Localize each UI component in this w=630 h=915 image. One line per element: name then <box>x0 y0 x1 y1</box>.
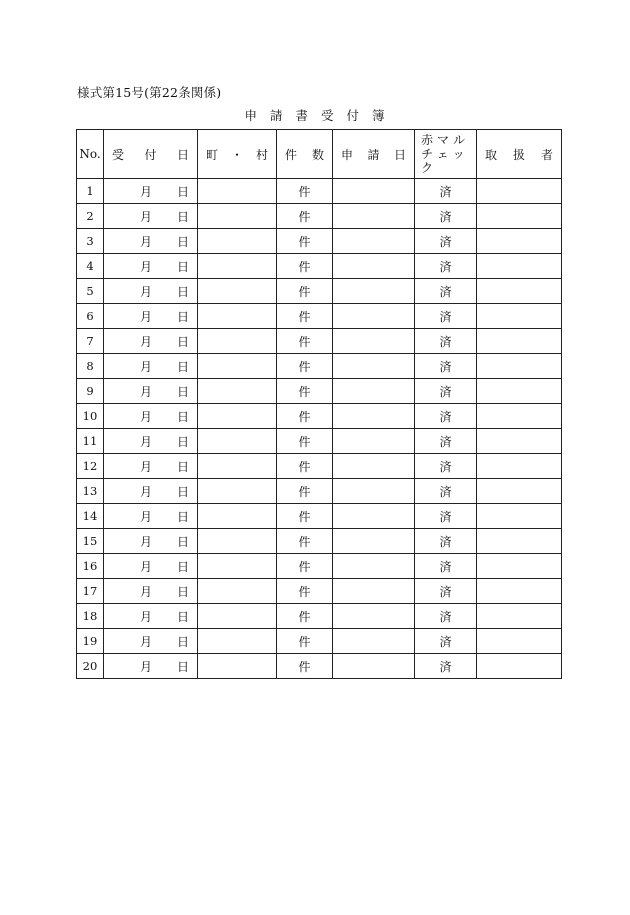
application-date-cell[interactable] <box>333 329 415 354</box>
application-date-cell[interactable] <box>333 354 415 379</box>
month-label: 月 <box>139 234 152 249</box>
red-mark-check-cell[interactable] <box>415 479 477 504</box>
application-date-cell[interactable] <box>333 454 415 479</box>
header-received-date-char: 付 <box>144 147 157 162</box>
red-mark-check-cell[interactable] <box>415 604 477 629</box>
day-label: 日 <box>176 359 189 374</box>
town-village-cell[interactable] <box>198 479 277 504</box>
row-number: 14 <box>77 504 104 529</box>
done-label: 済 <box>439 484 452 499</box>
count-cell[interactable] <box>277 529 333 554</box>
application-register-table <box>76 129 562 679</box>
header-application-date <box>333 130 415 179</box>
application-date-cell[interactable] <box>333 579 415 604</box>
table-row <box>77 554 562 579</box>
table-row <box>77 504 562 529</box>
handler-cell[interactable] <box>477 479 562 504</box>
row-number: 4 <box>77 254 104 279</box>
header-received-date-char: 受 <box>112 147 125 162</box>
town-village-cell[interactable] <box>198 354 277 379</box>
header-apply-char: 日 <box>393 147 406 162</box>
row-number: 18 <box>77 604 104 629</box>
application-date-cell[interactable] <box>333 554 415 579</box>
count-unit-label: 件 <box>298 559 311 574</box>
done-label: 済 <box>439 309 452 324</box>
received-date-cell[interactable] <box>104 629 198 654</box>
month-label: 月 <box>139 384 152 399</box>
table-row <box>77 354 562 379</box>
month-label: 月 <box>139 334 152 349</box>
red-mark-check-cell[interactable] <box>415 554 477 579</box>
header-count-char: 数 <box>311 147 324 162</box>
application-date-cell[interactable] <box>333 204 415 229</box>
town-village-cell[interactable] <box>198 429 277 454</box>
count-unit-label: 件 <box>298 584 311 599</box>
done-label: 済 <box>439 409 452 424</box>
count-cell[interactable] <box>277 454 333 479</box>
application-date-cell[interactable] <box>333 529 415 554</box>
town-village-cell[interactable] <box>198 179 277 204</box>
handler-cell[interactable] <box>477 354 562 379</box>
table-row <box>77 279 562 304</box>
day-label: 日 <box>176 459 189 474</box>
month-label: 月 <box>139 359 152 374</box>
count-cell[interactable] <box>277 329 333 354</box>
red-mark-check-cell[interactable] <box>415 354 477 379</box>
handler-cell[interactable] <box>477 579 562 604</box>
red-mark-check-cell[interactable] <box>415 329 477 354</box>
red-mark-check-cell[interactable] <box>415 654 477 679</box>
row-number: 11 <box>77 429 104 454</box>
header-apply-char: 申 <box>341 147 354 162</box>
month-label: 月 <box>139 509 152 524</box>
row-number: 1 <box>77 179 104 204</box>
handler-cell[interactable] <box>477 504 562 529</box>
day-label: 日 <box>176 434 189 449</box>
done-label: 済 <box>439 359 452 374</box>
town-village-cell[interactable] <box>198 629 277 654</box>
count-cell[interactable] <box>277 504 333 529</box>
count-unit-label: 件 <box>298 534 311 549</box>
count-cell[interactable] <box>277 579 333 604</box>
town-village-cell[interactable] <box>198 304 277 329</box>
town-village-cell[interactable] <box>198 454 277 479</box>
red-mark-check-cell[interactable] <box>415 304 477 329</box>
row-number: 10 <box>77 404 104 429</box>
application-date-cell[interactable] <box>333 279 415 304</box>
header-town-village <box>198 130 277 179</box>
application-date-cell[interactable] <box>333 504 415 529</box>
day-label: 日 <box>176 534 189 549</box>
received-date-cell[interactable] <box>104 604 198 629</box>
done-label: 済 <box>439 234 452 249</box>
count-unit-label: 件 <box>298 409 311 424</box>
table-row <box>77 529 562 554</box>
count-unit-label: 件 <box>298 359 311 374</box>
header-handler-char: 扱 <box>512 147 525 162</box>
header-count-char: 件 <box>285 147 298 162</box>
row-number: 3 <box>77 229 104 254</box>
application-date-cell[interactable] <box>333 179 415 204</box>
count-unit-label: 件 <box>298 659 311 674</box>
month-label: 月 <box>139 634 152 649</box>
day-label: 日 <box>176 659 189 674</box>
red-mark-check-cell[interactable] <box>415 179 477 204</box>
handler-cell[interactable] <box>477 304 562 329</box>
month-label: 月 <box>139 484 152 499</box>
done-label: 済 <box>439 209 452 224</box>
table-row <box>77 579 562 604</box>
red-mark-check-cell[interactable] <box>415 279 477 304</box>
handler-cell[interactable] <box>477 179 562 204</box>
town-village-cell[interactable] <box>198 579 277 604</box>
application-date-cell[interactable] <box>333 229 415 254</box>
count-unit-label: 件 <box>298 209 311 224</box>
received-date-cell[interactable] <box>104 304 198 329</box>
application-date-cell[interactable] <box>333 379 415 404</box>
count-cell[interactable] <box>277 429 333 454</box>
done-label: 済 <box>439 184 452 199</box>
red-mark-check-cell[interactable] <box>415 429 477 454</box>
day-label: 日 <box>176 184 189 199</box>
header-received-date-char: 日 <box>176 147 189 162</box>
header-red-mark-check: 赤マルチェック <box>415 130 477 179</box>
header-town-char: 村 <box>255 147 268 162</box>
form-number-label: 様式第15号(第22条関係) <box>77 85 222 100</box>
header-received-date <box>104 130 198 179</box>
day-label: 日 <box>176 309 189 324</box>
received-date-cell[interactable] <box>104 379 198 404</box>
received-date-cell[interactable] <box>104 279 198 304</box>
header-count <box>277 130 333 179</box>
count-cell[interactable] <box>277 554 333 579</box>
received-date-cell[interactable] <box>104 204 198 229</box>
day-label: 日 <box>176 584 189 599</box>
application-date-cell[interactable] <box>333 429 415 454</box>
row-number: 19 <box>77 629 104 654</box>
red-mark-check-cell[interactable] <box>415 504 477 529</box>
table-row <box>77 654 562 679</box>
day-label: 日 <box>176 209 189 224</box>
table-row <box>77 479 562 504</box>
handler-cell[interactable] <box>477 604 562 629</box>
application-date-cell[interactable] <box>333 629 415 654</box>
count-unit-label: 件 <box>298 509 311 524</box>
handler-cell[interactable] <box>477 629 562 654</box>
handler-cell[interactable] <box>477 254 562 279</box>
red-mark-check-cell[interactable] <box>415 579 477 604</box>
town-village-cell[interactable] <box>198 529 277 554</box>
received-date-cell[interactable] <box>104 554 198 579</box>
red-mark-check-cell[interactable] <box>415 529 477 554</box>
application-date-cell[interactable] <box>333 404 415 429</box>
count-unit-label: 件 <box>298 484 311 499</box>
day-label: 日 <box>176 609 189 624</box>
done-label: 済 <box>439 584 452 599</box>
red-mark-check-cell[interactable] <box>415 379 477 404</box>
received-date-cell[interactable] <box>104 254 198 279</box>
count-cell[interactable] <box>277 379 333 404</box>
count-cell[interactable] <box>277 354 333 379</box>
document-title: 申請書受付簿 <box>244 108 398 123</box>
row-number: 2 <box>77 204 104 229</box>
table-row <box>77 254 562 279</box>
handler-cell[interactable] <box>477 529 562 554</box>
month-label: 月 <box>139 184 152 199</box>
count-unit-label: 件 <box>298 459 311 474</box>
header-handler <box>477 130 562 179</box>
handler-cell[interactable] <box>477 404 562 429</box>
month-label: 月 <box>139 434 152 449</box>
count-cell[interactable] <box>277 254 333 279</box>
application-date-cell[interactable] <box>333 304 415 329</box>
count-unit-label: 件 <box>298 634 311 649</box>
red-mark-check-cell[interactable] <box>415 629 477 654</box>
count-unit-label: 件 <box>298 184 311 199</box>
application-date-cell[interactable] <box>333 604 415 629</box>
done-label: 済 <box>439 559 452 574</box>
done-label: 済 <box>439 609 452 624</box>
red-mark-check-cell[interactable] <box>415 254 477 279</box>
count-cell[interactable] <box>277 179 333 204</box>
red-mark-check-cell[interactable] <box>415 229 477 254</box>
day-label: 日 <box>176 559 189 574</box>
count-unit-label: 件 <box>298 434 311 449</box>
month-label: 月 <box>139 284 152 299</box>
table-row <box>77 379 562 404</box>
month-label: 月 <box>139 309 152 324</box>
count-cell[interactable] <box>277 654 333 679</box>
count-unit-label: 件 <box>298 284 311 299</box>
application-date-cell[interactable] <box>333 479 415 504</box>
header-no: No. <box>77 130 104 179</box>
received-date-cell[interactable] <box>104 479 198 504</box>
town-village-cell[interactable] <box>198 554 277 579</box>
day-label: 日 <box>176 334 189 349</box>
header-handler-char: 者 <box>540 147 553 162</box>
row-number: 8 <box>77 354 104 379</box>
table-row <box>77 304 562 329</box>
table-row <box>77 229 562 254</box>
row-number: 12 <box>77 454 104 479</box>
header-town-char: ・ <box>230 147 243 162</box>
row-number: 7 <box>77 329 104 354</box>
row-number: 20 <box>77 654 104 679</box>
table-row <box>77 204 562 229</box>
month-label: 月 <box>139 609 152 624</box>
red-mark-check-cell[interactable] <box>415 204 477 229</box>
count-cell[interactable] <box>277 479 333 504</box>
count-cell[interactable] <box>277 629 333 654</box>
received-date-cell[interactable] <box>104 579 198 604</box>
town-village-cell[interactable] <box>198 379 277 404</box>
count-unit-label: 件 <box>298 259 311 274</box>
handler-cell[interactable] <box>477 379 562 404</box>
town-village-cell[interactable] <box>198 329 277 354</box>
month-label: 月 <box>139 409 152 424</box>
day-label: 日 <box>176 234 189 249</box>
month-label: 月 <box>139 259 152 274</box>
handler-cell[interactable] <box>477 554 562 579</box>
town-village-cell[interactable] <box>198 254 277 279</box>
day-label: 日 <box>176 384 189 399</box>
count-unit-label: 件 <box>298 384 311 399</box>
town-village-cell[interactable] <box>198 654 277 679</box>
red-mark-check-cell[interactable] <box>415 454 477 479</box>
done-label: 済 <box>439 659 452 674</box>
table-row <box>77 629 562 654</box>
header-town-char: 町 <box>206 147 219 162</box>
count-unit-label: 件 <box>298 309 311 324</box>
done-label: 済 <box>439 334 452 349</box>
received-date-cell[interactable] <box>104 354 198 379</box>
town-village-cell[interactable] <box>198 404 277 429</box>
month-label: 月 <box>139 534 152 549</box>
day-label: 日 <box>176 409 189 424</box>
done-label: 済 <box>439 284 452 299</box>
row-number: 9 <box>77 379 104 404</box>
handler-cell[interactable] <box>477 204 562 229</box>
count-unit-label: 件 <box>298 334 311 349</box>
done-label: 済 <box>439 534 452 549</box>
day-label: 日 <box>176 509 189 524</box>
received-date-cell[interactable] <box>104 179 198 204</box>
row-number: 5 <box>77 279 104 304</box>
town-village-cell[interactable] <box>198 229 277 254</box>
count-cell[interactable] <box>277 304 333 329</box>
day-label: 日 <box>176 259 189 274</box>
received-date-cell[interactable] <box>104 229 198 254</box>
table-row <box>77 404 562 429</box>
received-date-cell[interactable] <box>104 329 198 354</box>
count-cell[interactable] <box>277 604 333 629</box>
handler-cell[interactable] <box>477 279 562 304</box>
handler-cell[interactable] <box>477 654 562 679</box>
table-row <box>77 454 562 479</box>
handler-cell[interactable] <box>477 229 562 254</box>
header-apply-char: 請 <box>367 147 380 162</box>
done-label: 済 <box>439 434 452 449</box>
table-row <box>77 329 562 354</box>
town-village-cell[interactable] <box>198 604 277 629</box>
table-row <box>77 604 562 629</box>
handler-cell[interactable] <box>477 329 562 354</box>
table-body <box>77 179 562 679</box>
day-label: 日 <box>176 634 189 649</box>
received-date-cell[interactable] <box>104 529 198 554</box>
month-label: 月 <box>139 584 152 599</box>
application-date-cell[interactable] <box>333 654 415 679</box>
count-unit-label: 件 <box>298 234 311 249</box>
month-label: 月 <box>139 559 152 574</box>
done-label: 済 <box>439 259 452 274</box>
table-row <box>77 179 562 204</box>
count-cell[interactable] <box>277 229 333 254</box>
day-label: 日 <box>176 484 189 499</box>
town-village-cell[interactable] <box>198 204 277 229</box>
received-date-cell[interactable] <box>104 504 198 529</box>
handler-cell[interactable] <box>477 429 562 454</box>
count-cell[interactable] <box>277 404 333 429</box>
count-cell[interactable] <box>277 204 333 229</box>
handler-cell[interactable] <box>477 454 562 479</box>
month-label: 月 <box>139 659 152 674</box>
received-date-cell[interactable] <box>104 454 198 479</box>
done-label: 済 <box>439 634 452 649</box>
row-number: 13 <box>77 479 104 504</box>
count-unit-label: 件 <box>298 609 311 624</box>
table-header-row <box>77 130 562 179</box>
received-date-cell[interactable] <box>104 429 198 454</box>
month-label: 月 <box>139 209 152 224</box>
row-number: 16 <box>77 554 104 579</box>
done-label: 済 <box>439 384 452 399</box>
row-number: 15 <box>77 529 104 554</box>
day-label: 日 <box>176 284 189 299</box>
red-mark-check-cell[interactable] <box>415 404 477 429</box>
table-row <box>77 429 562 454</box>
application-date-cell[interactable] <box>333 254 415 279</box>
month-label: 月 <box>139 459 152 474</box>
done-label: 済 <box>439 459 452 474</box>
received-date-cell[interactable] <box>104 404 198 429</box>
header-handler-char: 取 <box>485 147 498 162</box>
town-village-cell[interactable] <box>198 279 277 304</box>
town-village-cell[interactable] <box>198 504 277 529</box>
row-number: 6 <box>77 304 104 329</box>
row-number: 17 <box>77 579 104 604</box>
count-cell[interactable] <box>277 279 333 304</box>
received-date-cell[interactable] <box>104 654 198 679</box>
done-label: 済 <box>439 509 452 524</box>
